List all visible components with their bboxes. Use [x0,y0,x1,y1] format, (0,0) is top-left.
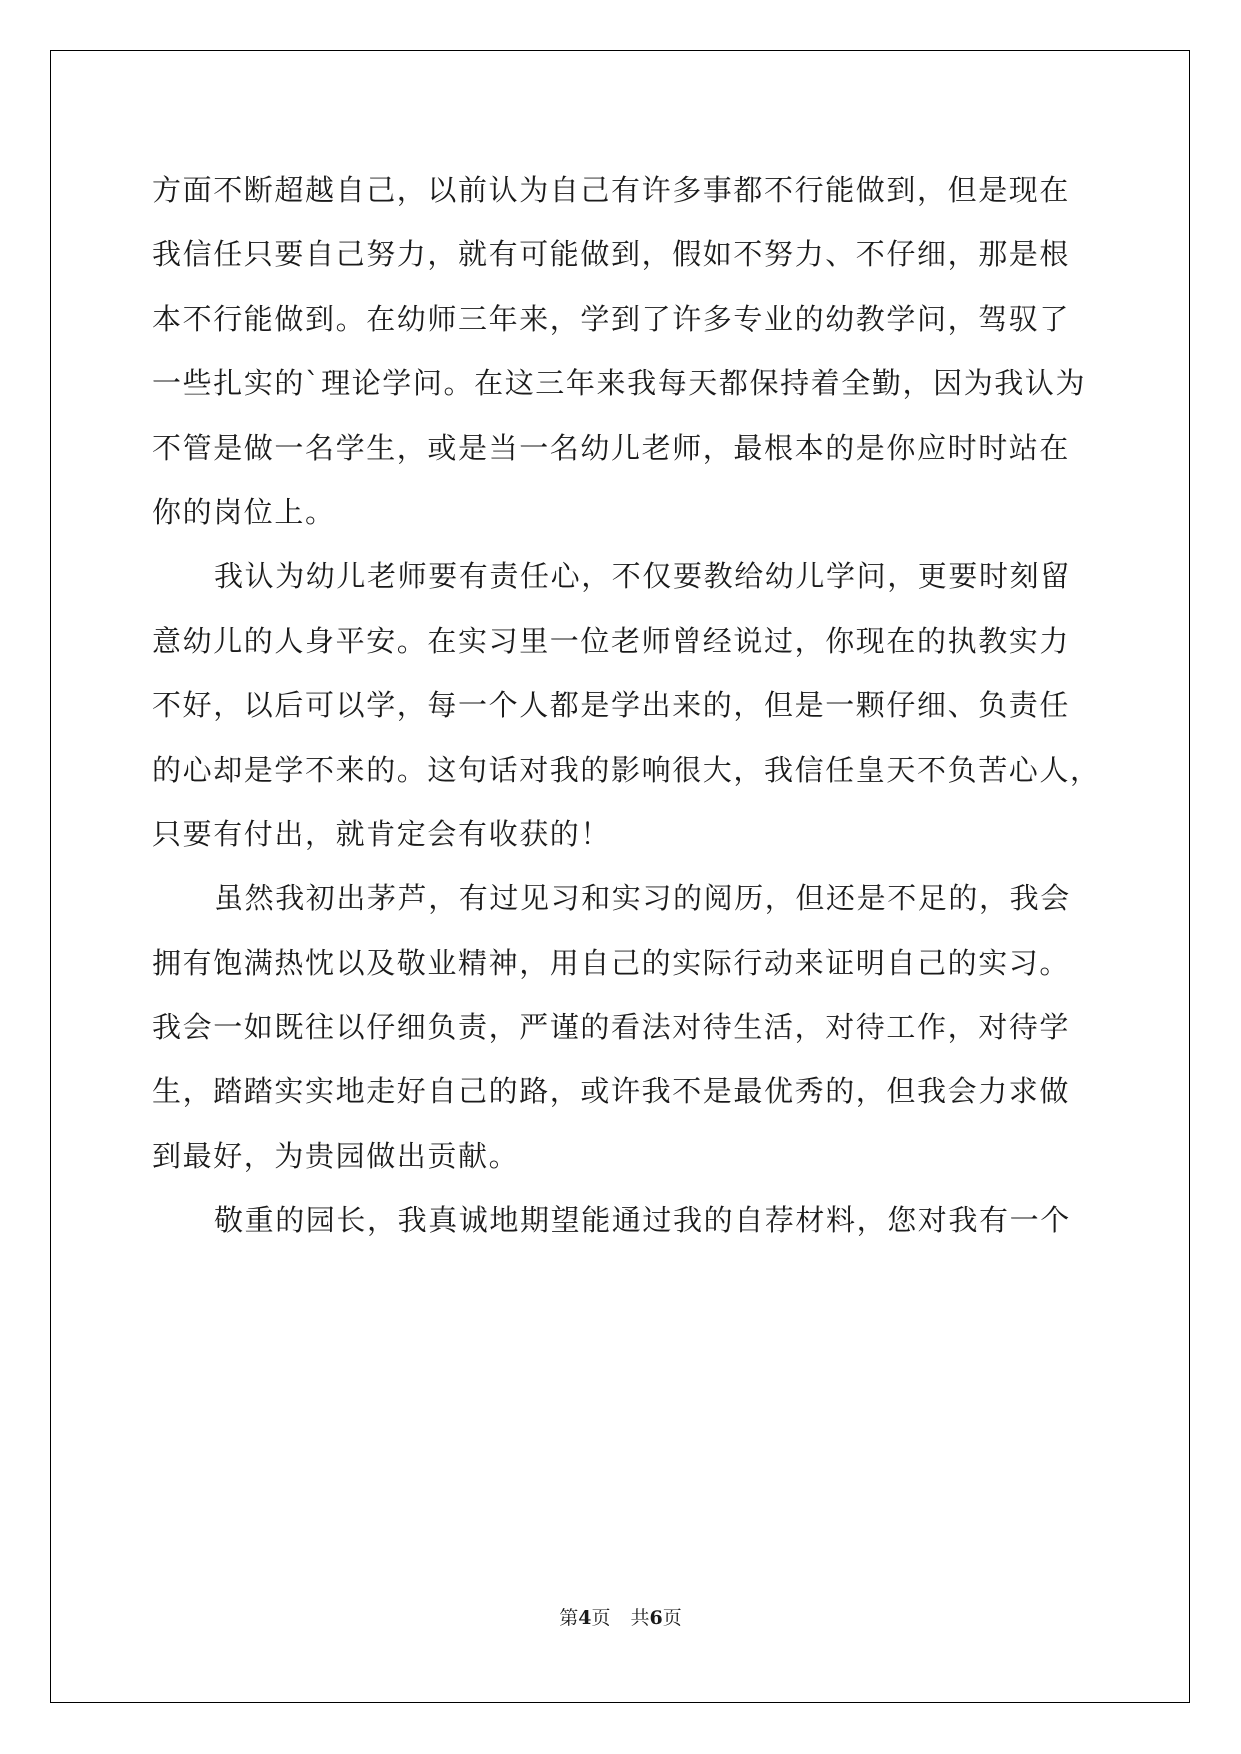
text-line: 本不行能做到。在幼师三年来，学到了许多专业的幼教学问，驾驭了 [152,301,1071,336]
text-line: 虽然我初出茅芦，有过见习和实习的阅历，但还是不足的，我会 [214,881,1071,916]
text-line: 不好，以后可以学，每一个人都是学出来的，但是一颗仔细、负责任 [152,688,1071,723]
total-pages: 6 [649,1607,663,1629]
page-suffix: 页 [591,1607,611,1629]
total-prefix: 共 [630,1607,650,1629]
text-line: 我会一如既往以仔细负责，严谨的看法对待生活，对待工作，对待学 [152,1010,1071,1045]
text-line: 拥有饱满热忱以及敬业精神，用自己的实际行动来证明自己的实习。 [152,945,1071,980]
total-suffix: 页 [662,1607,682,1629]
page-footer [0,1606,1241,1630]
text-line: 不管是做一名学生，或是当一名幼儿老师，最根本的是你应时时站在 [152,430,1071,465]
text-line: 一些扎实的`理论学问。在这三年来我每天都保持着全勤，因为我认为 [152,366,1087,401]
text-line: 敬重的园长，我真诚地期望能通过我的自荐材料，您对我有一个 [214,1203,1071,1238]
text-line: 你的岗位上。 [152,494,336,529]
text-line: 到最好，为贵园做出贡献。 [152,1138,520,1173]
text-line: 意幼儿的人身平安。在实习里一位老师曾经说过，你现在的执教实力 [152,623,1071,658]
text-line: 方面不断超越自己，以前认为自己有许多事都不行能做到，但是现在 [152,173,1071,207]
page-number: 4 [578,1607,592,1629]
text-line: 只要有付出，就肯定会有收获的！ [152,816,612,851]
page-prefix: 第 [559,1607,579,1629]
text-line: 的心却是学不来的。这句话对我的影响很大，我信任皇天不负苦心人， [152,752,1101,787]
text-line: 我信任只要自己努力，就有可能做到，假如不努力、不仔细，那是根 [152,237,1071,272]
text-line: 我认为幼儿老师要有责任心，不仅要教给幼儿学问，更要时刻留 [214,559,1071,594]
document-body [152,158,1101,1253]
text-line: 生，踏踏实实地走好自己的路，或许我不是最优秀的，但我会力求做 [152,1074,1071,1109]
